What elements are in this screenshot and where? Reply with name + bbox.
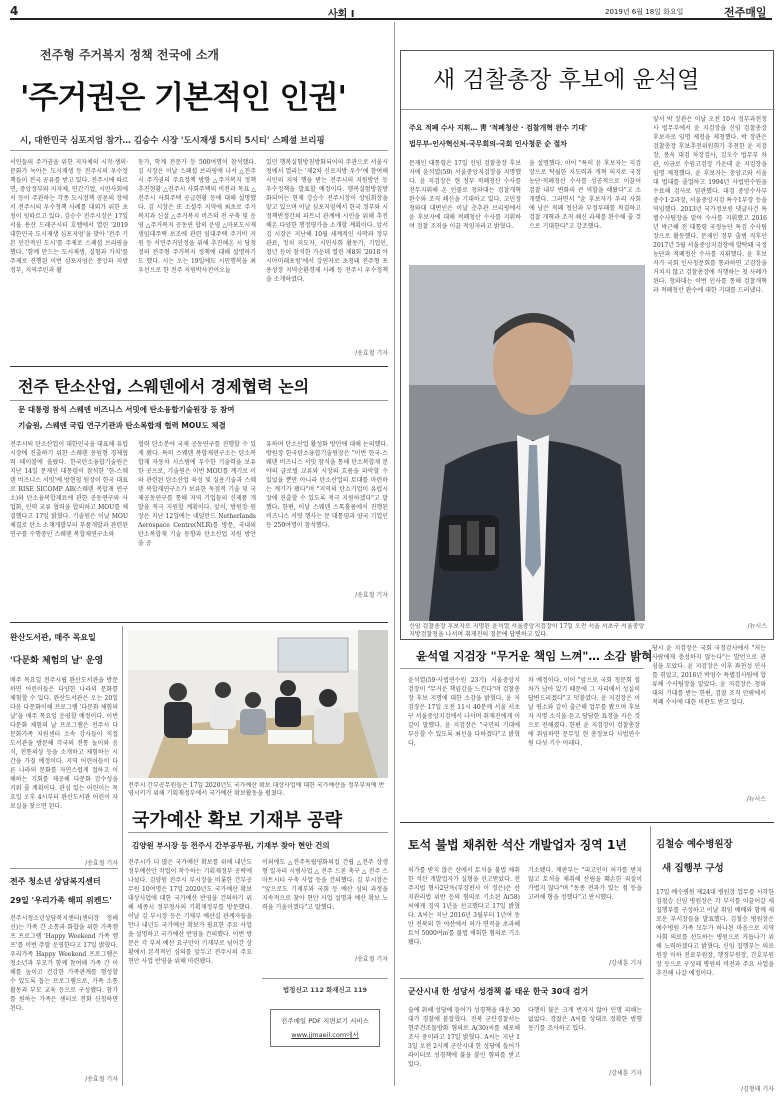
hospital-byline: /김형태 기자	[741, 1086, 774, 1093]
carbon-headline: 전주 탄소산업, 스웨덴에서 경제협력 논의	[18, 377, 310, 396]
carbon-col-3: 유하며 탄소산업 활성화 방안에 대해 논의했다. 방원장 한국탄소융합기술원장은 "이번 한국-스웨덴 비즈니스 서밋 참석을 통해 탄소복합재 분야의 글로벌 교류와 시장의 흐름을 파악할 수 있었을 뿐만 아니라 탄소산업의 토대를 마련하는 계기가 됐다"며 "지역의 탄소기업이 유럽시장에 진출할 수 있도록 적극 지원하겠다"고 말했다. 한편, 이날 스웨덴 스톡홀름에서 진행된 비즈니스 서밋 행사는 문 대통령과 양국 기업인 등 250여명이 참석했다.	[266, 441, 388, 529]
yoon-col-2: 차 예정이다. 이어 "앞으로 국회 청문회 절차가 남아 있기 때문에 그 자리에서 성실히 답변드리겠다"고 덧붙였다. 윤 지검장은 이날 평소와 같이 출근해 업무를 봤으며 후보자 지명 소식을 듣고 담담한 표정을 지은 것으로 전해졌다. 한편 윤 지검장이 검찰총장에 취임하면 문무일 현 총장보다 사법연수원 다섯 기수 아래다.	[528, 677, 640, 747]
budget-byline: /송효철 기자	[355, 956, 388, 963]
gunsan-headline: 군산시내 한 성당서 성경책 불 태운 한국 30대 검거	[408, 987, 589, 996]
prosecutor-headline: 새 검찰총장 후보에 윤석열	[433, 67, 700, 93]
wansan-body: 매주 목요일 전주시립 완산도서관을 방문하면 어린이들은 다양한 나라의 문화를 체험할 수 있다. 완산도서관은 오는 20일 다음 다문화이해 프로그램 '다문화 체험의 날'을 매주 목요일 운영할 예정이다. 이번 다문화 체험의 날 프로그램은 전주시 다문화가족 지원센터 소속 강사들이 직접 도서관을 방문해 각국의 전통 놀이와 음식, 전통의상 등을 소개하고 체험하는 시간을 가질 예정이다. 지역 어린이들이 다른 나라의 문화를 자연스럽게 접하고 이해하는 기회를 제공해 다문화 감수성을 키워 줄 계획이다. 관심 있는 어린이는 목요일 오후 4시부터 완산도서관 어린이 자료실을 찾으면 된다.	[10, 677, 118, 810]
meeting-photo	[128, 630, 388, 778]
prosecutor-byline: /뉴시스	[747, 623, 767, 630]
wansan-kicker: 완산도서관, 매주 목요일	[10, 633, 96, 642]
carbon-byline: /송효철 기자	[355, 592, 388, 599]
pdf-banner[interactable]	[270, 1009, 380, 1047]
wansan-article	[10, 626, 118, 866]
hospital-body: 17일 예수병원 제24대 병원장 업무를 시작한 김철승 신임 병원장은 각 부서를 이끌어갈 새 집행부를 구성하고 이날 취임 예배와 함께 새로운 부서장들을 발표했다. 김철승 병원장은 예수병원 가족 모두가 하나된 마음으로 지역사회 의료를 선도하는 병원으로 거듭나기 위해 노력하겠다고 밝혔다. 신임 집행부는 의료원장 이하 진료부원장, 행정부원장, 간호부원장 등으로 구성돼 병원의 비전과 주요 사업을 추진해 나갈 예정이다.	[656, 889, 774, 977]
youth-byline: /송효철 기자	[85, 1076, 118, 1083]
prosecutor-col-2: 을 설명했다. 이어 "특히 윤 후보자는 지검장으로 탁월한 지도력과 개혁 의지로 국정농단·적폐청산 수사를 성공적으로 이끌어 검찰 내부 변화의 큰 역할을 해왔다"고 소개했다. 그러면서 "윤 후보자가 우리 사회에 남은 적폐 청산과 부정부패를 척결하고 검찰 개혁과 조직 쇄신 과제를 완수해 줄 것으로 기대한다"고 강조했다.	[529, 160, 641, 230]
budget-article	[128, 802, 388, 1088]
prosecutor-portrait-illustration	[409, 265, 645, 621]
youth-body: 전주시청소년상담복지센터(센터장 정해선)는 가족 간 소통과 화합을 위한 가족캠프 프로그램 'Happy Weekend 가족 캠프'를 이번 주말 운영한다고 17일 밝혔다. 우리가족 Happy Weekend 프로그램은 청소년과 부모가 함께 참여해 가족 간 이해를 높이고 건강한 가족관계를 형성할 수 있도록 돕는 프로그램으로, 가족 소통 활동과 부모 교육 등으로 구성됐다. 참가를 원하는 가족은 센터로 전화 신청하면 된다.	[10, 915, 118, 1012]
meeting-photo-illustration	[128, 630, 388, 778]
housing-article	[10, 22, 388, 366]
wansan-byline: /송효철 기자	[85, 860, 118, 867]
prosecutor-photo	[409, 265, 645, 621]
notice-box	[262, 978, 388, 1082]
masthead	[10, 4, 772, 20]
wansan-headline: '다문화 체험의 날' 운영	[10, 656, 104, 666]
youth-article	[10, 872, 118, 1082]
yoon-article	[400, 644, 774, 814]
prosecutor-col-3: 앞서 박 장관은 이날 오전 10시 정부과천청사 법무부에서 윤 지검장을 신임 검찰총장 후보자로 임명 제청을 제청했다. 박 장관은 검찰총장 후보추천위원회가 추천한 윤 지검장, 봉욱 대검 차장검사, 김오수 법무부 차관, 이금로 수원고검장 가운데 윤 지검장을 임명 제청했다. 윤 후보자는 충암고와 서울대 법대를 졸업하고 1994년 사법연수원을 수료해 검사로 임관했다. 대검 중앙수사부 중수1·2과장, 서울중앙지검 특수1부장 등을 역임했다. 2013년 국가정보원 댓글사건 특별수사팀장을 맡아 수사를 지휘했고 2016년 박근혜 전 대통령 국정농단 특검 수사팀장으로 활동했다. 문재인 정부 출범 직후인 2017년 5월 서울중앙지검장에 발탁돼 국정농단과 적폐청산 수사를 지휘했다. 윤 후보자가 국회 인사청문회를 통과하면 고검장을 거치지 않고 검찰총장에 직행하는 첫 사례가 된다. 청와대는 이번 인사를 통해 검찰개혁과 적폐청산 완수에 대한 기대를 드러냈다.	[653, 116, 767, 294]
budget-subhead: 김양원 부시장 등 전주시 간부공무원, 기재부 찾아 현안 건의	[132, 841, 330, 850]
housing-col-1: 서민들의 주거권을 위한 지자체의 시작·생의·문화가 녹아든 도시재생 등 전주시의 우수정책들이 전국 공유를 받고 있다. 전주시에 따르면, 중앙정부와 지자체, 민간기업, 시민사회에서 등이 주관하는 각종 도시정책 공론의 장에서 전주시의 우수정책 사례를 대외가 위한 초청이 잇따르고 있다. 김승수 전주시장은 17일 서울 용산 드래곤시티 호텔에서 열린 '2019 대한민국 도시재생 심포지엄'을 맞아 '전주 기본 인간적인 도시'를 주제로 스페셜 브리핑을 했다. '함께 만드는 도시재생, 실험과 가치'를 주제로 진행된 이번 심포지엄은 중앙과 지방 정부, 지역주민과 활	[10, 159, 128, 274]
prosecutor-sub-2: 법무부-인사혁신처-국무회의-국회 인사청문 순 절차	[409, 140, 568, 148]
yoon-col-3: 당시 윤 지검장은 국회 국정감사에서 "저는 사람에게 충성하지 않는다"는 발언으로 관심을 모았다. 윤 지검장은 이후 좌천성 인사를 겪었고, 2016년 박영수 특별검사팀에 합류해 수사팀장을 맡았다. 윤 지검장은 청와대의 기대를 받는 한편, 검찰 조직 안팎에서 적폐 수사에 대한 비판도 받고 있다.	[652, 645, 766, 706]
housing-headline: '주거권은 기본적인 인권'	[20, 80, 347, 116]
budget-col-1: 전주시가 더 많은 국가예산 확보를 위해 내년도 정부예산안 작업이 착수하는 기획재정부 공략에 나섰다. 김양원 전주시 부시장을 비롯한 간부공무원 10여명은 17일 2020년도 국가예산 확보 대상사업에 대한 국가예산 반영을 건의하기 위해 세종시 정부청사의 기획재정부를 방문했다. 이날 김 부시장 등은 기재부 예산실 관계자들을 만나 내년도 국가예산 확보가 필요한 주요 사업을 설명하고 국가예산 반영을 건의했다. 이번 방문은 각 부처 예산 요구안이 기재부로 넘어간 상황에서 본격적인 심의를 앞두고 전주시의 주요 현안 사업 반영을 위해 마련됐다.	[128, 859, 252, 965]
prosecutor-sub-1: 주요 적폐 수사 지휘… 靑 '적폐청산 · 검찰개혁 완수 기대'	[409, 124, 588, 132]
prosecutor-photo-caption: 신임 검찰총장 후보자로 지명된 윤석열 서울중앙지검장이 17일 오전 서울 서초구 서울중앙지방검찰청을 나서며 취재진의 질문에 답변하고 있다.	[409, 623, 645, 638]
section-name: 사회 Ⅰ	[328, 9, 355, 20]
housing-col-2: 동가, 학계 전문가 등 500여명이 참석했다. 김 시장은 이날 스페셜 브리핑에 나서 △전주시 주거권의 주요정책 방향 △주거복지 정책 추진현황 △전주시 사회주택의 비전과 목표 △전주시 사회주택 공급현황 등에 대해 설명했다. 김 시장은 또 소셜주 지역에 최초로 주거복지과 신설 △주거복지 비즈의 전 구축 및 운영 △주거복지 공동연 합의 운영 △마포도시재생임대주택 보조에 관련 임대주택 주거비 지원 등 서민주거안정을 위해 추진해온 시 당청정의 전주형 주거복지 정책에 대해 설명하기도 했다. 시는 오는 19일에도 시민행복을 최우선으로 한 전주 지원박사전이오늘	[138, 159, 256, 274]
yoon-headline: 윤석열 지검장 "무거운 책임 느껴"… 소감 밝혀	[416, 649, 653, 663]
prosecutor-col-1: 문재인 대통령은 17일 신임 검찰총장 후보자에 윤석열(59) 서울중앙지검장을 지명했다. 윤 지검장은 현 정부 적폐청산 수사를 진두지휘해 온 인물로 청와대는 검찰개혁 완수와 조직 쇄신을 기대하고 있다. 고민정 청와대 대변인은 이날 춘추관 브리핑에서 윤 후보자에 대해 적폐청산 수사를 지휘하며 검찰 조직을 이끌 적임자라고 밝혔다.	[409, 160, 521, 230]
carbon-col-1: 전주시의 탄소산업이 대한민국을 대표해 유럽시장에 진출하기 위한 스웨덴 동원형 경제협력 테이블에 올랐다. 한국탄소융합기술원은 지난 14일 문재인 대통령이 참석한 '한-스웨덴 비즈니스 서밋'에 방현철 원장이 한국 대표로 RISE SICOMP AB(스웨덴 복합재 연구소)와 탄소융복합재료에 관한 공동연구와 사업화, 인력 교류 협력을 합의하고 MOU를 체결했다고 17일 밝혔다. 기술원은 이날 MOU체결로 탄소 소재개발부터 부품개발과 관련된 연구를 수행중인 스웨덴 복합재연구소와	[10, 441, 128, 538]
yoon-byline: /뉴시스	[746, 796, 766, 803]
budget-col-2: 이외에도 △전주독립영화의집 건립 △전주 상생형 일자리 시범사업 △ 전주 드론 축구 △ 전주 스마트시티 구축 사업 등을 건의했다. 김 부시장은 "앞으로도 기재부와 국회 등 예산 심의 과정을 지속적으로 찾아 현안 사업 설명과 예산 확보 노력을 기울이겠다"고 말했다.	[262, 859, 388, 911]
budget-headline: 국가예산 확보 기재부 공략	[132, 810, 343, 831]
issue-date: 2019년 6월 18일 화요일	[605, 8, 684, 16]
meeting-photo-caption: 전주시 간부공무원들은 17일 2020년도 국가예산 확보 대상사업에 대한 국가예산을 정부부처에 반영시키기 위해 기획재정부에서 국가예산 확보활동을 펼쳤다.	[128, 782, 385, 797]
gunsan-article	[400, 982, 644, 1088]
youth-kicker: 전주 청소년 상담복지센터	[10, 877, 101, 886]
yoon-col-1: 윤석열(59·사법연수원 23기) 서울중앙지검장이 "무거운 책임감을 느낀다"며 검찰총장 후보 지명에 대한 소감을 밝혔다. 윤 지검장은 17일 오전 11시 40분께 서울 서초구 서울중앙지검에서 나서며 취재진에게 이같이 말했다. 윤 지검장은 "국민의 기대에 부응할 수 있도록 최선을 다하겠다"고 밝혔다.	[408, 677, 520, 747]
carbon-article	[10, 368, 388, 620]
gunsan-byline: /강세훈 기자	[609, 1070, 642, 1077]
carbon-col-2: 협력 탄소분야 국제 공동연구를 진행할 수 있게 됐다. 특히 스웨덴 복합재연구소는 탄소복합재 자동차 시스템에 우수한 기술력을 보유한 곳으로, 기술원은 이번 MOU를 계기로 이와 관련된 탄소산업 육성 및 실용기술과 스웨덴 복합재연구소가 보유한 독점적 기술 및 국제공동연구를 통해 지역 기업들의 신제품 개발을 적극 지원할 계획이다. 앞서, 방원장 원장은 지난 12일에는 네덜란드 Netherlands Aerospace Centre(NLR)를 방문, 국내외 탄소복합재 기술 동향과 탄소산업 지원 방안을 공	[138, 441, 256, 547]
quarry-byline: /강세훈 기자	[609, 960, 642, 967]
gunsan-col-2: 다행히 불은 크게 번지지 않아 인명 피해는 없었다. 경찰은 A씨를 상대로 정확한 범행 동기를 조사하고 있다.	[528, 1007, 642, 1032]
quarry-headline: 토석 불법 채취한 석산 개발업자 징역 1년	[408, 838, 627, 852]
housing-subhead: 시, 대한민국 심포지엄 참가… 김승수 시장 '도시재생 5시티 5시티' 스페셜 브리핑	[20, 136, 325, 146]
notice-line-2: 전주매일 PDF 지면보기 서비스	[281, 1017, 369, 1025]
quarry-article	[400, 826, 644, 976]
page-number: 4	[10, 4, 19, 18]
hospital-headline: 새 집행부 구성	[662, 863, 724, 874]
prosecutor-article	[400, 50, 774, 640]
quarry-col-1: 허가를 받지 않은 산에서 토석을 불법 채취한 석산 개발업자가 실형을 선고받았다. 전주지법 형사2단독(부장판사 이 정은)은 산지관리법 위반 등의 혐의로 기소된 A(58)씨에게 징역 1년을 선고했다고 17일 밝혔다. A씨는 지난 2016년 3월부터 1년여 동안 전북의 한 야산에서 허가 면적을 초과해 토석 5000여㎥를 불법 채취한 혐의로 기소됐다.	[408, 867, 520, 946]
hospital-kicker: 김철승 예수병원장	[656, 839, 733, 850]
hospital-article	[656, 826, 774, 1093]
housing-kicker: 전주형 주거복지 정책 전국에 소개	[40, 48, 220, 62]
housing-col-3: 있던 행복실험방침방화되어의 주관으로 서울시청에서 열리는 '제2차 신로지방 우수'에 참여해 시민의 지역 행을 받는 전주시의 지원방안 등 우수정책을 발표할 예정이다. 행복실험방침방화되어는 현재 강승수 전주시장이 상임회장을 맡고 있으며 이날 심포지엄에서 한국 정부와 시 정책반정간의 파트너 관계에 시민을 위해 추진해온 다양한 행정평가을 소개할 계획이다. 앞서 김 시장은 지난해 10월 세계적인 사막과 정부 관료, 정치 지도자, 시민사회 활동가, 기업인, 청년 등이 참석한 가운데 열린 제8회 '2018 아시아미래포럼'에서 강연자로 초청돼 전주형 포용성장 지역순환경제 사례 등 전주시 우수정책을 소개하였다.	[266, 159, 388, 283]
notice-line-3: www.jjmaeil.com에서	[291, 1031, 359, 1039]
carbon-sub-2: 기술원, 스웨덴 국립 연구기관과 탄소복합재 협력 MOU도 체결	[18, 421, 226, 430]
housing-byline: /송효철 기자	[355, 350, 388, 357]
notice-line-1: 법정신고 112 화재신고 119	[282, 986, 368, 994]
paper-name: 전주매일	[724, 6, 767, 19]
quarry-col-2: 기소됐다. 재판부는 "피고인이 허가를 받지 않고 토석을 채취해 산림을 훼손한 죄질이 가볍지 않다"며 "동종 전과가 있는 점 등을 고려해 형을 정했다"고 판시했다.	[528, 867, 642, 901]
youth-headline: 29일 '우리가족 해피 위켄드'	[10, 896, 112, 905]
carbon-sub-1: 문 대통령 참석 스웨덴 비즈니스 서밋에 탄소융합기술원장 등 참여	[18, 405, 235, 414]
gunsan-col-1: 술에 취해 성당에 들어가 성경책을 태운 30대가 경찰에 붙잡혔다. 전북 군산경찰서는 현주건조물방화 혐의로 A(30)씨를 체포해 조사 중이라고 17일 밝혔다. A씨는 지난 13일 오전 2시께 군산시내 한 성당에 들어가 라이터로 성경책에 불을 붙인 혐의를 받고 있다.	[408, 1007, 520, 1068]
